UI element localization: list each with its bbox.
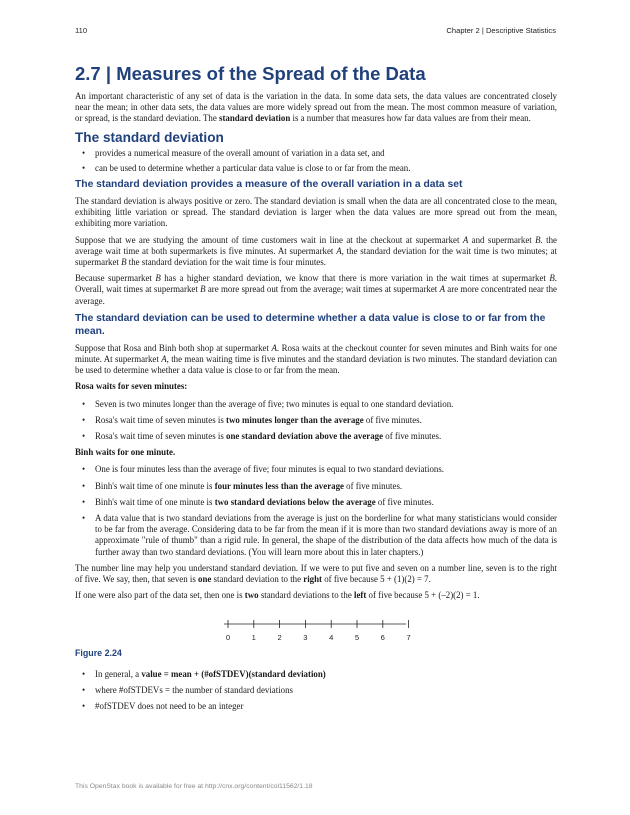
list-item: • In general, a value = mean + (#ofSTDEV)(standard deviation): [75, 669, 557, 680]
general-list: [75, 669, 557, 713]
number-line-tick-label: 3: [303, 632, 308, 642]
figure-label: Figure 2.24: [75, 647, 122, 658]
list-item: • Binh's wait time of one minute is two standard deviations below the average of five minutes.: [75, 497, 557, 508]
overall-variation-heading: The standard deviation provides a measure of the overall variation in a data set: [75, 179, 463, 191]
rosa-list: [75, 399, 557, 443]
section-title: 2.7 | Measures of the Spread of the Data: [75, 63, 426, 84]
list-item: • One is four minutes less than the average of five; four minutes is equal to two standard deviations.: [75, 464, 557, 475]
page-footer: This OpenStax book is available for free at http://cnx.org/content/col11562/1.18: [75, 783, 313, 790]
standard-deviation-heading: The standard deviation: [75, 129, 224, 145]
number-line-tick-label: 7: [406, 632, 411, 642]
paragraph: Suppose that we are studying the amount of time customers wait in line at the checkout at supermarket A and supermarket B. the average wait time at both supermarkets is five minutes. At supermarket A, the standard deviation for the wait time is two minutes; at supermarket B the standard deviation for the wait time is four minutes.: [75, 234, 557, 268]
number-line-tick-label: 4: [329, 632, 334, 642]
paragraph: Suppose that Rosa and Binh both shop at supermarket A. Rosa waits at the checkout counter for seven minutes and Binh waits for one minute. At supermarket A, the mean waiting time is five minutes and the standard deviation is two minutes. The standard deviation can be used to determine whether a data value is close to or far from the mean.: [75, 342, 557, 376]
intro-paragraph: An important characteristic of any set of data is the variation in the data. In some data sets, the data values are concentrated closely near the mean; in other data sets, the data values are more widely spread out from the mean. The most common measure of variation, or spread, is the standard deviation. The standard deviation is a number that measures how far data values are from their mean.: [75, 91, 557, 124]
number-line-tick-label: 0: [225, 632, 231, 642]
page-number: 110: [75, 26, 88, 35]
number-line-tick-label: 1: [251, 632, 256, 642]
list-item: • Rosa's wait time of seven minutes is one standard deviation above the average of five minutes.: [75, 431, 557, 442]
binh-list: [75, 464, 557, 557]
number-line-tick-label: 2: [277, 632, 282, 642]
binh-label: Binh waits for one minute.: [75, 447, 176, 458]
list-item: • can be used to determine whether a particular data value is close to or far from the mean.: [75, 163, 557, 174]
paragraph: If one were also part of the data set, then one is two standard deviations to the left of five because 5 + (–2)(2) = 1.: [75, 590, 480, 601]
list-item: • provides a numerical measure of the overall amount of variation in a data set, and: [75, 148, 557, 159]
list-item: • Seven is two minutes longer than the average of five; two minutes is equal to one standard deviation.: [75, 399, 557, 410]
number-line: [220, 618, 410, 644]
number-line-figure: [75, 618, 557, 648]
close-or-far-heading: The standard deviation can be used to determine whether a data value is close to or far from the mean.: [75, 312, 546, 337]
number-line-tick-label: 6: [380, 632, 385, 642]
rosa-label: Rosa waits for seven minutes:: [75, 381, 188, 392]
standard-deviation-list: [75, 148, 557, 174]
list-item: • where #ofSTDEVs = the number of standard deviations: [75, 685, 557, 696]
paragraph: The standard deviation is always positive or zero. The standard deviation is small when the data are all concentrated close to the mean, exhibiting little variation or spread. The standard deviation is larger when the data values are more spread out from the mean, exhibiting more variation.: [75, 196, 557, 229]
paragraph: Because supermarket B has a higher standard deviation, we know that there is more variation in the wait times at supermarket B. Overall, wait times at supermarket B are more spread out from the average; wait times at supermarket A are more concentrated near the average.: [75, 273, 557, 306]
paragraph: The number line may help you understand standard deviation. If we were to put five and seven on a number line, seven is to the right of five. We say, then, that seven is one standard deviation to the right of five because 5 + (1)(2) = 7.: [75, 562, 557, 585]
list-item: • A data value that is two standard deviations from the average is just on the borderline for what many statisticians would consider to be far from the average. Considering data to be far from the mean if it is more than two standard deviations away is more of an approximate "rule of thumb" than a rigid rule. In general, the shape of the distribution of the data affects how much of the data is further away than two standard deviations. (You will learn more about this in later chapters.): [75, 513, 557, 558]
list-item: • Rosa's wait time of seven minutes is two minutes longer than the average of five minutes.: [75, 415, 557, 426]
list-item: • #ofSTDEV does not need to be an integer: [75, 701, 557, 712]
page-content: [75, 63, 557, 717]
chapter-title: Chapter 2 | Descriptive Statistics: [446, 26, 556, 35]
page-header: [75, 26, 556, 35]
list-item: • Binh's wait time of one minute is four minutes less than the average of five minutes.: [75, 481, 557, 492]
number-line-tick-label: 5: [354, 632, 360, 642]
